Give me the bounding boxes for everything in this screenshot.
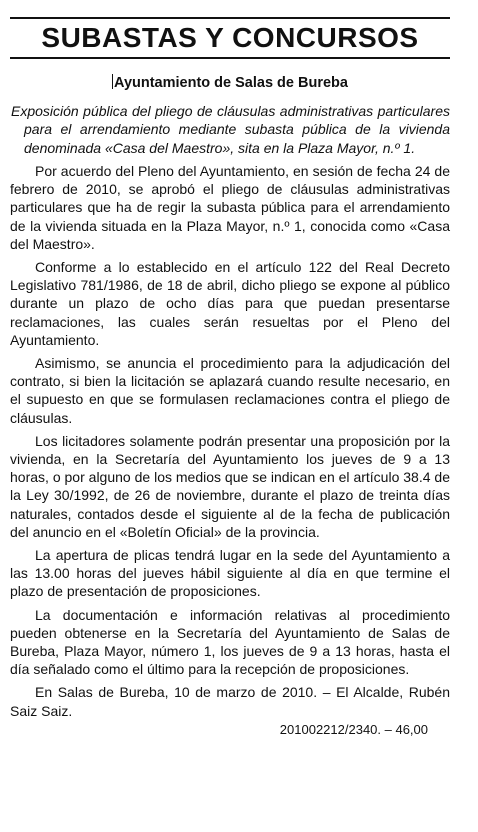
paragraph-bidders: Los licitadores solamente podrán presentar una proposición por la vivienda, en la Secretaría del Ayuntamiento los jueves de 9 a 13 horas, o por alguno de los medios que se indican en el artículo 38.4 de la Ley 30/1992, de 26 de noviembre, durante el plazo de treinta días naturales, contados desde el siguiente al de la fecha de publicación del anuncio en el «Boletín Oficial» de la provincia. — [10, 432, 450, 540]
text-cursor — [112, 74, 113, 89]
paragraph-opening: La apertura de plicas tendrá lugar en la sede del Ayuntamiento a las 13.00 horas del jueves hábil siguiente al día en que termine el plazo de presentación de proposiciones. — [10, 546, 450, 600]
paragraph-exposure: Conforme a lo establecido en el artículo 122 del Real Decreto Legislativo 781/1986, de 18 de abril, dicho pliego se expone al público durante un plazo de ocho días para que puedan presentarse reclamaciones, las cuales serán resueltas por el Pleno del Ayuntamiento. — [10, 258, 450, 348]
paragraph-signature: En Salas de Bureba, 10 de marzo de 2010. – El Alcalde, Rubén Saiz Saiz. — [10, 684, 450, 719]
reference-number: 201002212/2340. – 46,00 — [279, 721, 428, 737]
announcement-summary — [10, 102, 450, 157]
summary-text: Exposición pública del pliego de cláusulas administrativas particulares para el arrendamiento mediante subasta pública de la vivienda denominada «Casa del Maestro», sita en la Plaza Mayor, n.º 1. — [11, 103, 450, 156]
organization-heading — [10, 73, 450, 93]
paragraph-agreement: Por acuerdo del Pleno del Ayuntamiento, en sesión de fecha 24 de febrero de 2010, se aprobó el pliego de cláusulas administrativas particulares que ha de regir la subasta pública para el arrendamiento de la vivienda situada en la Plaza Mayor, n.º 1, conocida como «Casa del Maestro». — [10, 162, 450, 252]
bulletin-page — [10, 17, 450, 738]
organization-name: Ayuntamiento de Salas de Bureba — [114, 75, 348, 91]
section-title: SUBASTAS Y CONCURSOS — [10, 17, 450, 59]
paragraph-procedure: Asimismo, se anuncia el procedimiento para la adjudicación del contrato, si bien la licitación se aplazará cuando resulte necesario, en el supuesto en que se formulasen reclamaciones contra el pliego de cláusulas. — [10, 354, 450, 426]
paragraph-documentation: La documentación e información relativas al procedimiento pueden obtenerse en la Secretaría del Ayuntamiento de Salas de Bureba, Plaza Mayor, número 1, los jueves de 9 a 13 horas, hasta el día señalado como el último para la recepción de proposiciones. — [10, 606, 450, 678]
